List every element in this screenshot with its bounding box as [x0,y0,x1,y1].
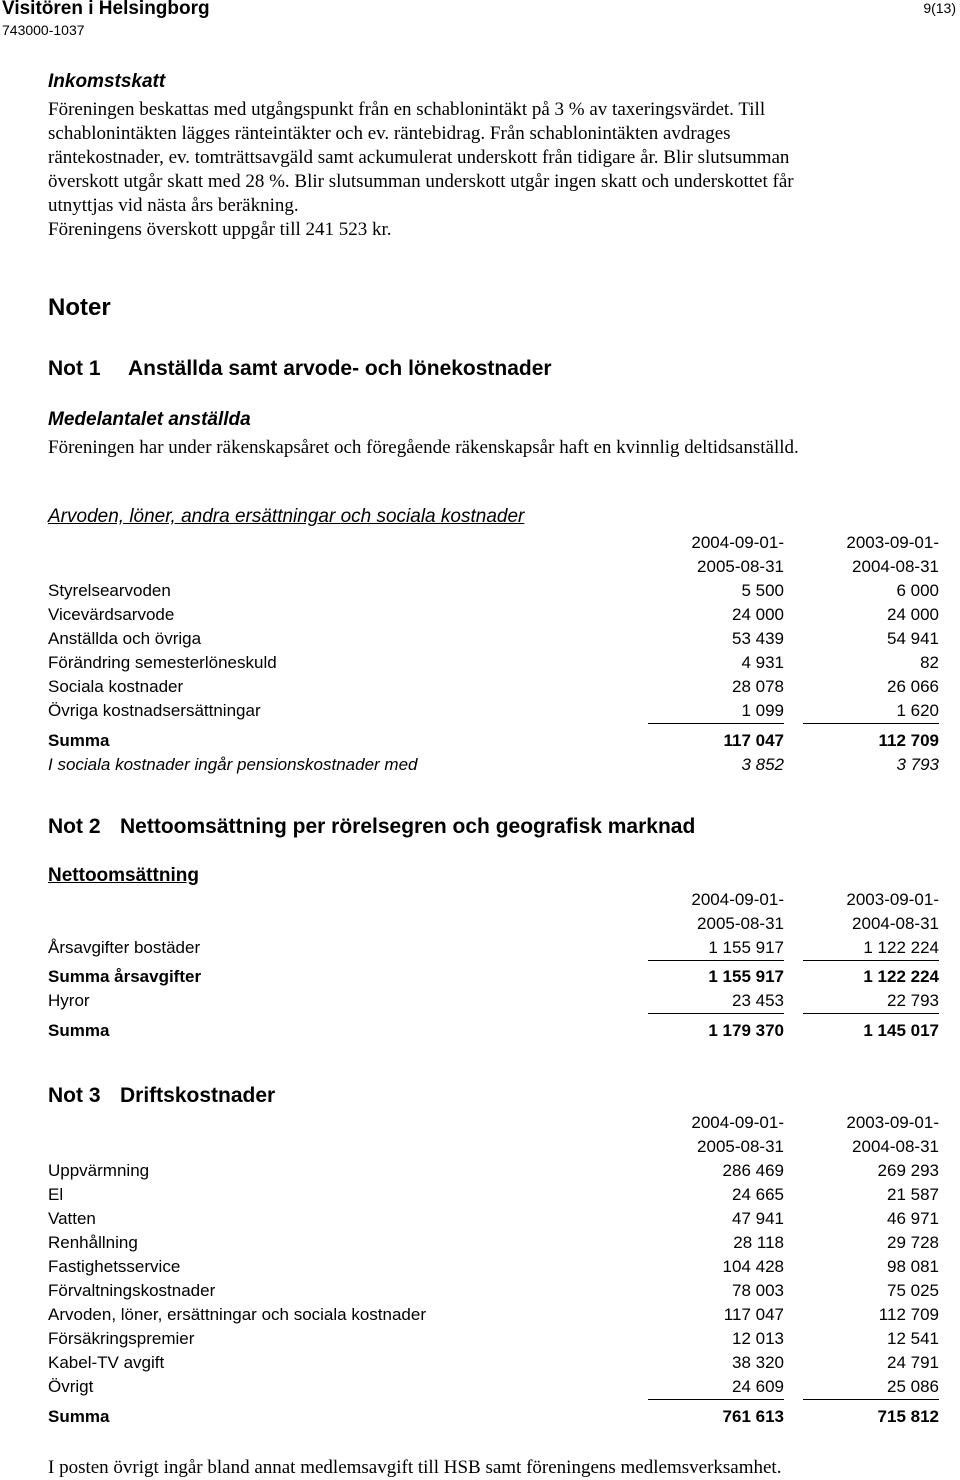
sum-rule [803,1399,939,1400]
row-value-current: 47 941 [732,1209,784,1228]
not1-heading [48,357,552,381]
row-label: Försäkringspremier [48,1329,195,1348]
sum-value-previous: 1 122 224 [863,967,939,986]
medelantal-heading: Medelantalet anställda [48,409,251,430]
row-label: Kabel-TV avgift [48,1353,165,1372]
sum-rule [648,1013,784,1014]
not2-number: Not 2 [48,815,101,838]
sum-label: Summa [48,1021,110,1040]
row-value-current: 5 500 [741,581,784,600]
period2-end: 2004-08-31 [852,557,939,576]
row-value-previous: 54 941 [887,629,939,648]
sum-rule [803,723,939,724]
noter-heading: Noter [48,294,111,321]
row-label: Övriga kostnadsersättningar [48,701,261,720]
nettoomsattning-heading: Nettoomsättning [48,865,199,886]
not2-heading [48,815,695,839]
table-row [48,1159,942,1183]
period-header-row [48,888,942,912]
pension-value-previous: 3 793 [896,755,939,774]
row-value-previous: 269 293 [877,1161,939,1180]
not3-title: Driftskostnader [120,1084,276,1107]
table-row [48,1255,942,1279]
row-value-previous: 82 [920,653,939,672]
document-title: Visitören i Helsingborg [2,0,210,19]
row-value-previous: 24 791 [887,1353,939,1372]
row-value-current: 78 003 [732,1281,784,1300]
row-label: Förändring semesterlöneskuld [48,653,277,672]
period2-start: 2003-09-01- [846,890,939,909]
row-value-previous: 22 793 [887,991,939,1010]
pension-row [48,753,942,777]
sum-row [48,1019,942,1043]
inkomstskatt-text [48,98,948,242]
not1-table [48,531,942,777]
table-row [48,1351,942,1375]
row-value-current: 117 047 [723,1305,784,1324]
sum-value-current: 761 613 [722,1407,784,1426]
sum-row [48,729,942,753]
not1-title: Anställda samt arvode- och lönekostnader [128,357,552,380]
not2-title: Nettoomsättning per rörelsegren och geografisk marknad [120,815,696,838]
period2-start: 2003-09-01- [846,533,939,552]
row-label: Fastighetsservice [48,1257,181,1276]
table-row [48,1303,942,1327]
row-value-previous: 98 081 [887,1257,939,1276]
row-label: Vatten [48,1209,96,1228]
row-label: Arvoden, löner, ersättningar och sociala kostnader [48,1305,427,1324]
sum-rule [803,1013,939,1014]
row-label: Hyror [48,991,90,1010]
sum-rule [648,960,784,961]
medelantal-text: Föreningen har under räkenskapsåret och föregående räkenskapsår haft en kvinnlig deltidsanställd. [48,437,799,458]
row-value-previous: 29 728 [887,1233,939,1252]
not3-number: Not 3 [48,1084,101,1107]
sum-value-current: 1 179 370 [708,1021,784,1040]
sum-rule [648,1399,784,1400]
row-value-previous: 1 122 224 [863,938,939,957]
sum-row [48,1405,942,1429]
row-value-current: 286 469 [722,1161,784,1180]
period2-start: 2003-09-01- [846,1113,939,1132]
row-value-previous: 12 541 [887,1329,939,1348]
row-label: Sociala kostnader [48,677,184,696]
period-header-row [48,912,942,936]
table-row [48,603,942,627]
table-row [48,651,942,675]
row-value-current: 12 013 [732,1329,784,1348]
text-line: schablonintäkten lägges ränteintäkter och ev. räntebidrag. Från schablonintäkten avdrages [48,123,731,144]
period-header-row [48,531,942,555]
period-header-row [48,1135,942,1159]
table-row [48,1375,942,1399]
sum-rule [803,960,939,961]
sum-label: Summa årsavgifter [48,967,202,986]
row-value-current: 28 118 [733,1233,784,1252]
table-row [48,1207,942,1231]
row-value-previous: 26 066 [887,677,939,696]
row-value-current: 53 439 [732,629,784,648]
sum-label: Summa [48,731,110,750]
text-line: överskott utgår skatt med 28 %. Blir slutsumman underskott utgår ingen skatt och underskottet får [48,171,794,192]
sum-value-current: 1 155 917 [708,967,784,986]
sum-row [48,965,942,989]
sum-rule [648,723,784,724]
not3-footnote: I posten övrigt ingår bland annat medlemsavgift till HSB samt föreningens medlemsverksamhet. [48,1457,782,1478]
row-value-current: 28 078 [732,677,784,696]
row-label: El [48,1185,64,1204]
row-value-previous: 24 000 [887,605,939,624]
table-row [48,1231,942,1255]
row-value-current: 23 453 [732,991,784,1010]
text-line: Föreningens överskott uppgår till 241 523 kr. [48,219,392,240]
row-value-current: 104 428 [722,1257,784,1276]
inkomstskatt-heading: Inkomstskatt [48,71,166,92]
period1-start: 2004-09-01- [691,1113,784,1132]
period2-end: 2004-08-31 [852,1137,939,1156]
row-value-current: 24 665 [732,1185,784,1204]
period1-end: 2005-08-31 [697,557,784,576]
period1-end: 2005-08-31 [697,1137,784,1156]
period-header-row [48,1111,942,1135]
row-label: Övrigt [48,1377,94,1396]
table-row [48,627,942,651]
table-row [48,675,942,699]
not2-table [48,888,942,1043]
table-row [48,1327,942,1351]
row-label: Förvaltningskostnader [48,1281,216,1300]
row-value-current: 24 609 [732,1377,784,1396]
pension-value-current: 3 852 [741,755,784,774]
table-row [48,579,942,603]
row-value-previous: 112 709 [878,1305,939,1324]
row-value-current: 38 320 [732,1353,784,1372]
org-number: 743000-1037 [2,22,85,38]
row-label: Anställda och övriga [48,629,202,648]
row-label: Årsavgifter bostäder [48,938,201,957]
row-value-previous: 25 086 [887,1377,939,1396]
text-line: utnyttjas vid nästa års beräkning. [48,195,299,216]
sum-value-previous: 1 145 017 [863,1021,939,1040]
sum-value-previous: 715 812 [877,1407,939,1426]
row-value-current: 4 931 [741,653,784,672]
period1-start: 2004-09-01- [691,533,784,552]
row-value-previous: 21 587 [887,1185,939,1204]
not3-table [48,1111,942,1429]
period2-end: 2004-08-31 [852,914,939,933]
period1-end: 2005-08-31 [697,914,784,933]
row-label: Styrelsearvoden [48,581,171,600]
row-label: Vicevärdsarvode [48,605,175,624]
row-value-previous: 6 000 [896,581,939,600]
text-line: räntekostnader, ev. tomträttsavgäld samt ackumulerat underskott från tidigare år. Blir slutsumman [48,147,790,168]
row-label: Renhållning [48,1233,138,1252]
sum-value-current: 117 047 [723,731,784,750]
period-header-row [48,555,942,579]
table-row [48,936,942,960]
row-value-previous: 1 620 [896,701,939,720]
sum-value-previous: 112 709 [878,731,939,750]
page-number: 9(13) [923,0,956,16]
table-row [48,699,942,723]
period1-start: 2004-09-01- [691,890,784,909]
arvoden-heading: Arvoden, löner, andra ersättningar och sociala kostnader [48,506,525,527]
row-value-current: 1 099 [741,701,784,720]
row-value-previous: 46 971 [887,1209,939,1228]
not1-number: Not 1 [48,357,101,380]
table-row [48,1279,942,1303]
table-row [48,989,942,1013]
row-value-current: 1 155 917 [708,938,784,957]
not3-heading [48,1084,275,1108]
table-row [48,1183,942,1207]
row-value-current: 24 000 [732,605,784,624]
row-value-previous: 75 025 [887,1281,939,1300]
sum-label: Summa [48,1407,110,1426]
pension-label: I sociala kostnader ingår pensionskostnader med [48,755,418,774]
text-line: Föreningen beskattas med utgångspunkt från en schablonintäkt på 3 % av taxeringsvärdet. Till [48,99,766,120]
row-label: Uppvärmning [48,1161,150,1180]
